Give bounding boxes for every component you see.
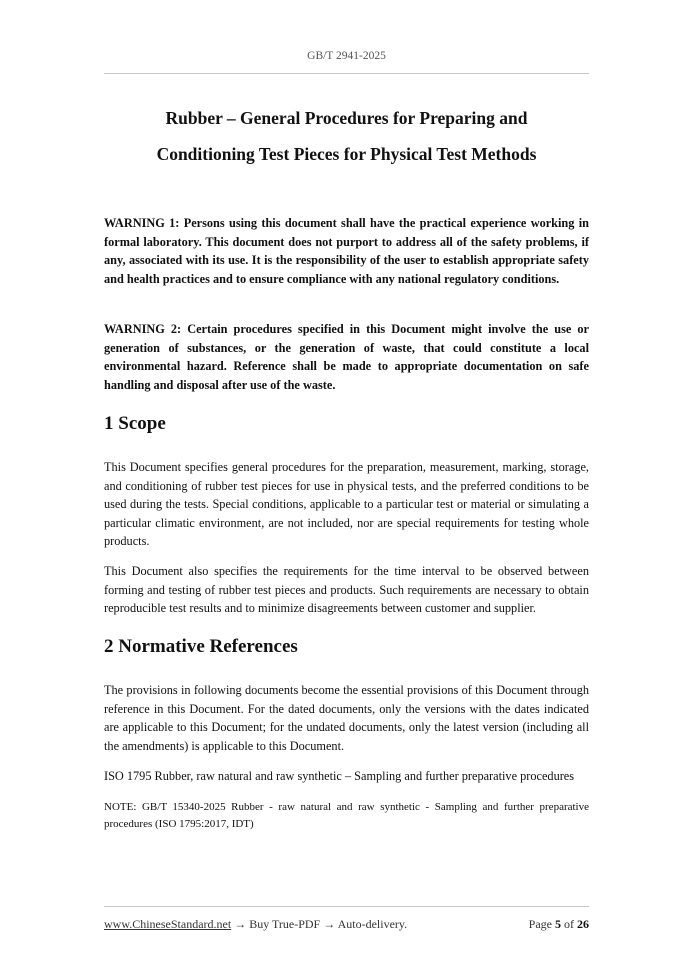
arrow-right-icon: → bbox=[323, 917, 336, 931]
document-code-header: GB/T 2941-2025 bbox=[307, 50, 386, 62]
page-number: Page 5 of 26 bbox=[528, 917, 589, 931]
arrow-right-icon: → bbox=[234, 917, 247, 931]
reference-iso-1795: ISO 1795 Rubber, raw natural and raw synthetic – Sampling and further preparative procedures bbox=[104, 769, 575, 783]
document-title bbox=[104, 100, 589, 172]
auto-delivery-text: Auto-delivery. bbox=[337, 917, 408, 931]
scope-paragraph-2: This Document also specifies the requirements for the time interval to be observed between forming and testing of rubber test pieces and products. Such requirements are necessary to obtain reproducible test results and to minimize disagreements between customer and supplier. bbox=[104, 564, 589, 615]
section-heading-normative-references: 2 Normative References bbox=[104, 636, 298, 657]
buy-true-pdf-link[interactable]: Buy True-PDF bbox=[249, 917, 321, 931]
scope-paragraph-1: This Document specifies general procedures for the preparation, measurement, marking, storage, and conditioning of rubber test pieces for use in physical tests, and the preferred conditions to be used during the tests. Special conditions, applicable to a particular test or material or simulating a particular climatic environment, are not included, nor are special requirements for testing whole products. bbox=[104, 460, 589, 548]
title-line-2: Conditioning Test Pieces for Physical Test Methods bbox=[156, 144, 537, 164]
references-paragraph-1: The provisions in following documents become the essential provisions of this Document through reference in this Document. For the dated documents, only the versions with the dates indicated are applicable to this Document; for the undated documents, only the latest version (including all the amendments) is applicable to this Document. bbox=[104, 683, 589, 753]
warning-1: WARNING 1: Persons using this document shall have the practical experience working in formal laboratory. This document does not purport to address all of the safety problems, if any, associated with its use. It is the responsibility of the user to establish appropriate safety and health practices and to ensure compliance with any national regulatory conditions. bbox=[104, 216, 589, 286]
section-heading-scope: 1 Scope bbox=[104, 413, 166, 434]
warning-2: WARNING 2: Certain procedures specified in this Document might involve the use or generation of substances, or the generation of waste, that could constitute a local environmental hazard. Reference shall be made to appropriate documentation on safe handling and disposal after use of the waste. bbox=[104, 322, 589, 392]
page-current: 5 bbox=[555, 917, 561, 931]
footer-divider bbox=[104, 906, 589, 907]
website-link[interactable]: www.ChineseStandard.net bbox=[104, 917, 232, 931]
reference-note: NOTE: GB/T 15340-2025 Rubber - raw natural and raw synthetic - Sampling and further preparative procedures (ISO 1795:2017, IDT) bbox=[104, 801, 589, 830]
title-line-1: Rubber – General Procedures for Preparing and bbox=[165, 108, 528, 128]
page-total: 26 bbox=[577, 917, 589, 931]
header-divider bbox=[104, 73, 589, 74]
